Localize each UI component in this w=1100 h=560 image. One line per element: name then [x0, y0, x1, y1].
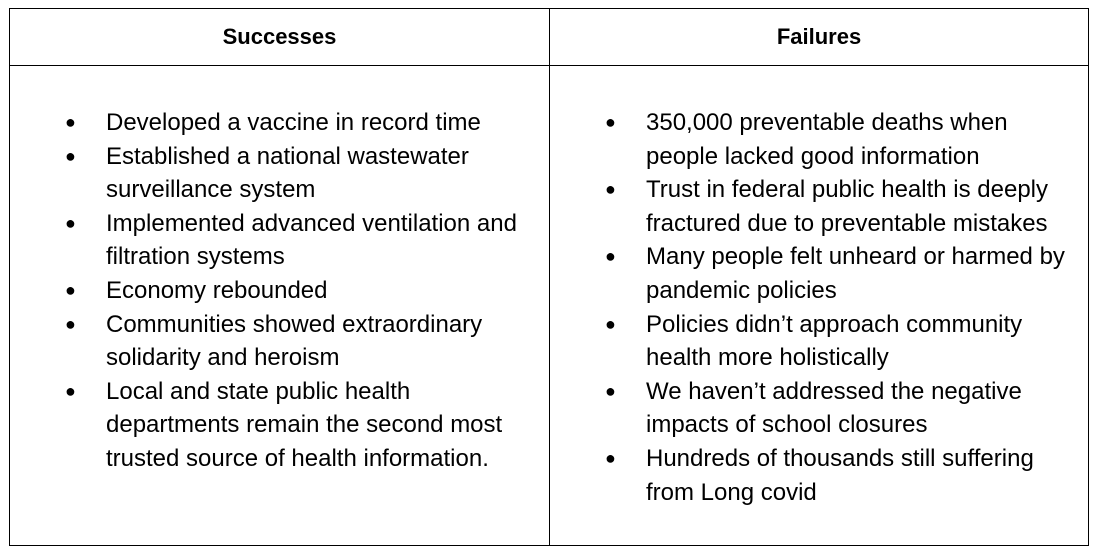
bullet-icon: ● — [65, 112, 76, 132]
list-item-text: Established a national wastewater surveillance system — [106, 142, 469, 204]
list-item-text: Trust in federal public health is deeply fractured due to preventable mistakes — [646, 176, 1048, 237]
bullet-icon: ● — [605, 179, 616, 200]
list-item-text: Economy rebounded — [106, 276, 328, 304]
successes-list — [10, 106, 549, 476]
bullet-icon: ● — [65, 145, 76, 166]
list-item-text: Implemented advanced ventilation and filtration systems — [106, 209, 517, 271]
list-item — [550, 106, 1088, 173]
list-item-text: Communities showed extraordinary solidarity and heroism — [106, 310, 483, 372]
list-item-text: Hundreds of thousands still suffering from Long covid — [646, 444, 1034, 506]
bullet-icon: ● — [65, 212, 76, 233]
list-item — [550, 240, 1088, 307]
list-item-text: Policies didn’t approach community health more holistically — [646, 310, 1023, 372]
list-item-text: Local and state public health departments remain the second most trusted source of health information. — [106, 377, 503, 472]
list-item — [10, 140, 549, 207]
list-item — [10, 207, 549, 274]
bullet-icon: ● — [65, 313, 76, 334]
list-item-text: Developed a vaccine in record time — [106, 109, 481, 136]
list-item — [10, 106, 549, 140]
list-item — [10, 308, 549, 375]
failures-cell — [550, 66, 1088, 545]
successes-header-label: Successes — [222, 24, 337, 49]
bullet-icon: ● — [605, 112, 616, 132]
bullet-icon: ● — [605, 313, 616, 334]
failures-header — [550, 9, 1088, 66]
list-item — [10, 375, 549, 476]
list-item — [550, 308, 1088, 375]
list-item — [550, 442, 1088, 509]
list-item — [10, 274, 549, 308]
list-item-text: We haven’t addressed the negative impacts of school closures — [646, 377, 1022, 439]
bullet-icon: ● — [65, 279, 76, 300]
bullet-icon: ● — [605, 246, 616, 267]
bullet-icon: ● — [605, 447, 616, 468]
failures-list — [550, 106, 1088, 509]
list-item-text: 350,000 preventable deaths when people lacked good information — [646, 109, 1008, 170]
successes-cell — [10, 66, 550, 545]
failures-header-label: Failures — [776, 24, 862, 49]
list-item — [550, 173, 1088, 240]
bullet-icon: ● — [605, 380, 616, 401]
list-item — [550, 375, 1088, 442]
list-item-text: Many people felt unheard or harmed by pandemic policies — [646, 243, 1065, 304]
bullet-icon: ● — [65, 380, 76, 401]
comparison-table — [9, 8, 1089, 546]
successes-header — [10, 9, 550, 66]
